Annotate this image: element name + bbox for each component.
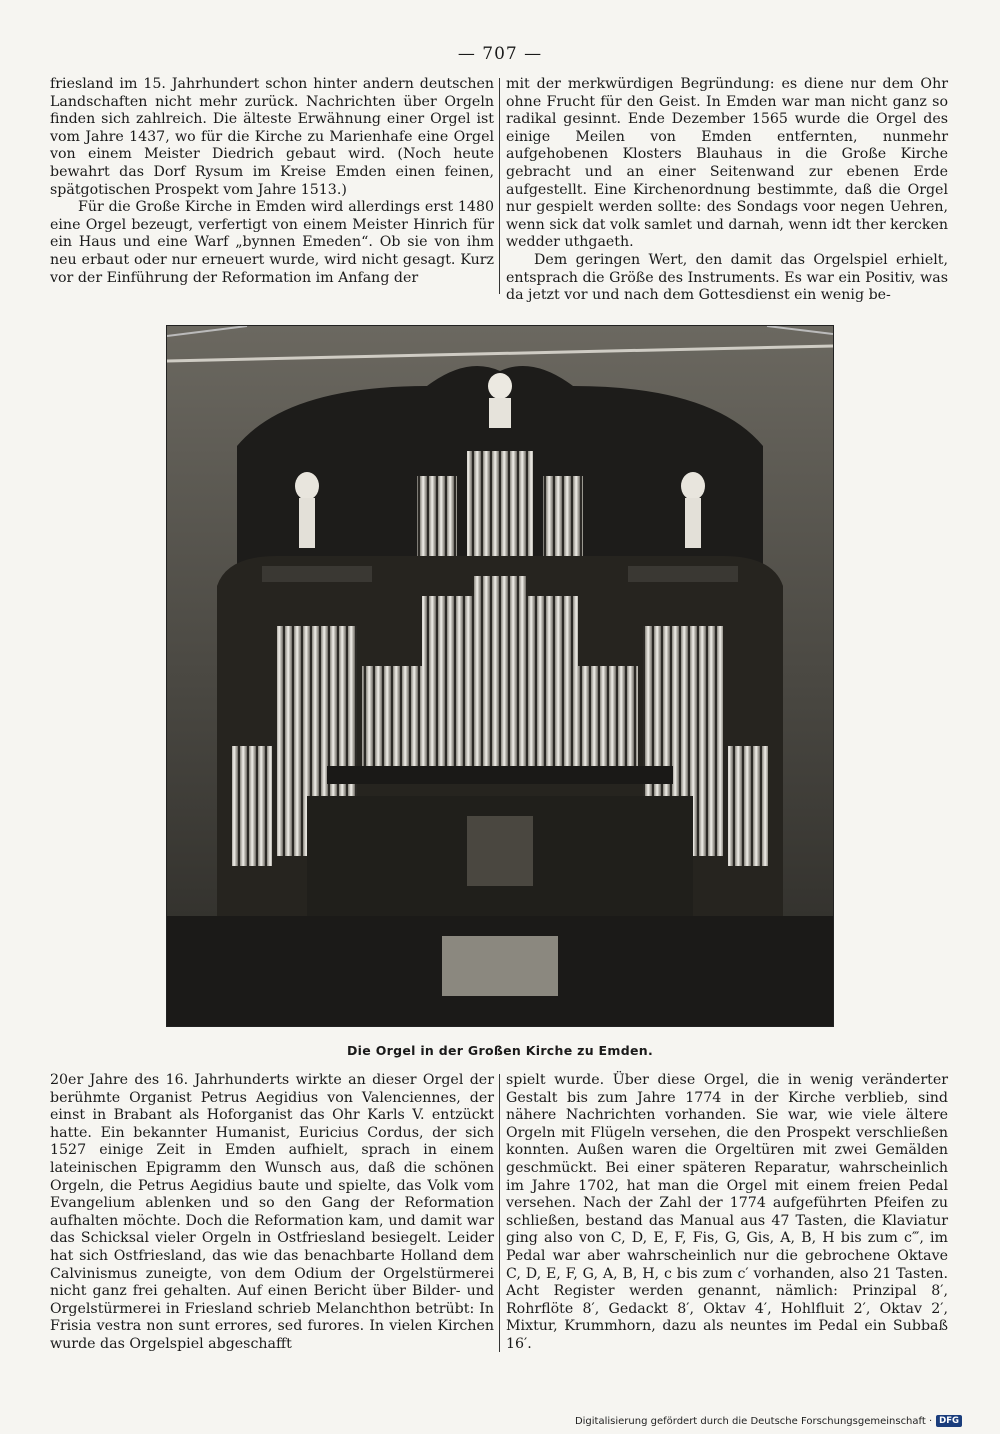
column-divider	[499, 78, 500, 294]
figure-caption: Die Orgel in der Großen Kirche zu Emden.	[347, 1043, 653, 1058]
paragraph: 20er Jahre des 16. Jahrhunderts wirkte an dieser Orgel der berühmte Organist Petrus Aegidius von Valenciennes, der einst in Brabant als Hoforganist das Ohr Karls V. entzückt hatte. Ein bekannter Humanist, Euricius Cordus, der sich 1527 einige Zeit in Emden aufhielt, sprach in einem lateinischen Epigramm den Wunsch aus, daß die schönen Orgeln, die Petrus Aegidius baute und spielte, das Volk vom Evangelium ablenken und so den Gang der Reformation aufhalten möchte. Doch die Reformation kam, und damit war das Schicksal vieler Orgeln in Ostfriesland besiegelt. Leider hat sich Ostfriesland, das wie das benachbarte Holland dem Calvinismus zuneigte, von dem Odium der Orgelstürmerei nicht ganz frei gehalten. Auf einen Bericht über Bilder- und Orgelstürmerei in Friesland schrieb Melanchthon betrübt: In Frisia vestra non sunt errores, sed furores. In vielen Kirchen wurde das Orgelspiel abgeschafft	[50, 1072, 494, 1352]
text-column-bottom-left	[50, 1072, 494, 1354]
text-column-top-right	[506, 76, 948, 305]
column-divider	[499, 1074, 500, 1352]
text-column-top-left	[50, 76, 494, 287]
paragraph: friesland im 15. Jahrhundert schon hinter andern deutschen Landschaften nicht mehr zurück. Nachrichten über Orgeln finden sich zahlreich. Die älteste Erwähnung einer Orgel ist vom Jahre 1437, wo für die Kirche zu Marienhafe eine Orgel von einem Meister Diedrich gebaut wird. (Noch heute bewahrt das Dorf Rysum im Kreise Emden einen feinen, spätgotischen Prospekt vom Jahre 1513.)	[50, 76, 494, 198]
page-number: — 707 —	[457, 44, 543, 64]
paragraph: mit der merkwürdigen Begründung: es diene nur dem Ohr ohne Frucht für den Geist. In Emden war man nicht ganz so radikal gesinnt. Ende Dezember 1565 wurde die Orgel des einige Meilen von Emden entfernten, nunmehr aufgehobenen Klosters Blauhaus in die Große Kirche gebracht und an einer Seitenwand zur ebenen Erde aufgestellt. Eine Kirchenordnung bestimmte, daß die Orgel nur gespielt werden sollte: des Sondags voor negen Uehren, wenn sick dat volk samlet und darnah, wenn idt ther kercken wedder uthgaeth.	[506, 76, 948, 251]
dfg-logo: DFG	[936, 1415, 962, 1427]
paragraph: Dem geringen Wert, den damit das Orgelspiel erhielt, entsprach die Größe des Instruments. Es war ein Positiv, was da jetzt vor und nach dem Gottesdienst ein wenig be-	[506, 251, 948, 304]
paragraph: Für die Große Kirche in Emden wird allerdings erst 1480 eine Orgel bezeugt, verfertigt von einem Meister Hinrich für ein Haus und eine Warf „bynnen Emeden“. Ob sie von ihm neu erbaut oder nur erneuert wurde, wird nicht gesagt. Kurz vor der Einführung der Reformation im Anfang der	[50, 199, 494, 286]
paragraph: spielt wurde. Über diese Orgel, die in wenig veränderter Gestalt bis zum Jahre 1774 in der Kirche verblieb, sind nähere Nachrichten vorhanden. Sie war, wie viele ältere Orgeln mit Flügeln versehen, die den Prospekt verschließen konnten. Außen waren die Orgeltüren mit zwei Gemälden geschmückt. Bei einer späteren Reparatur, wahrscheinlich im Jahre 1702, hat man die Orgel mit einem freien Pedal versehen. Nach der Zahl der 1774 aufgeführten Pfeifen zu schließen, bestand das Manual aus 47 Tasten, die Klaviatur ging also von C, D, E, F, Fis, G, Gis, A, B, H bis zum c‴, im Pedal war aber wahrscheinlich nur die gebrochene Oktave C, D, E, F, G, A, B, H, c bis zum c′ vorhanden, also 21 Tasten. Acht Register werden genannt, nämlich: Prinzipal 8′, Rohrflöte 8′, Gedackt 8′, Oktav 4′, Hohlfluit 2′, Oktav 2′, Mixtur, Krummhorn, dazu als neuntes im Pedal ein Subbaß 16′.	[506, 1072, 948, 1352]
text-column-bottom-right	[506, 1072, 948, 1354]
organ-photograph	[166, 325, 834, 1027]
digitization-footer	[575, 1415, 962, 1427]
footer-text: Digitalisierung gefördert durch die Deutsche Forschungsgemeinschaft ·	[574, 1415, 933, 1427]
